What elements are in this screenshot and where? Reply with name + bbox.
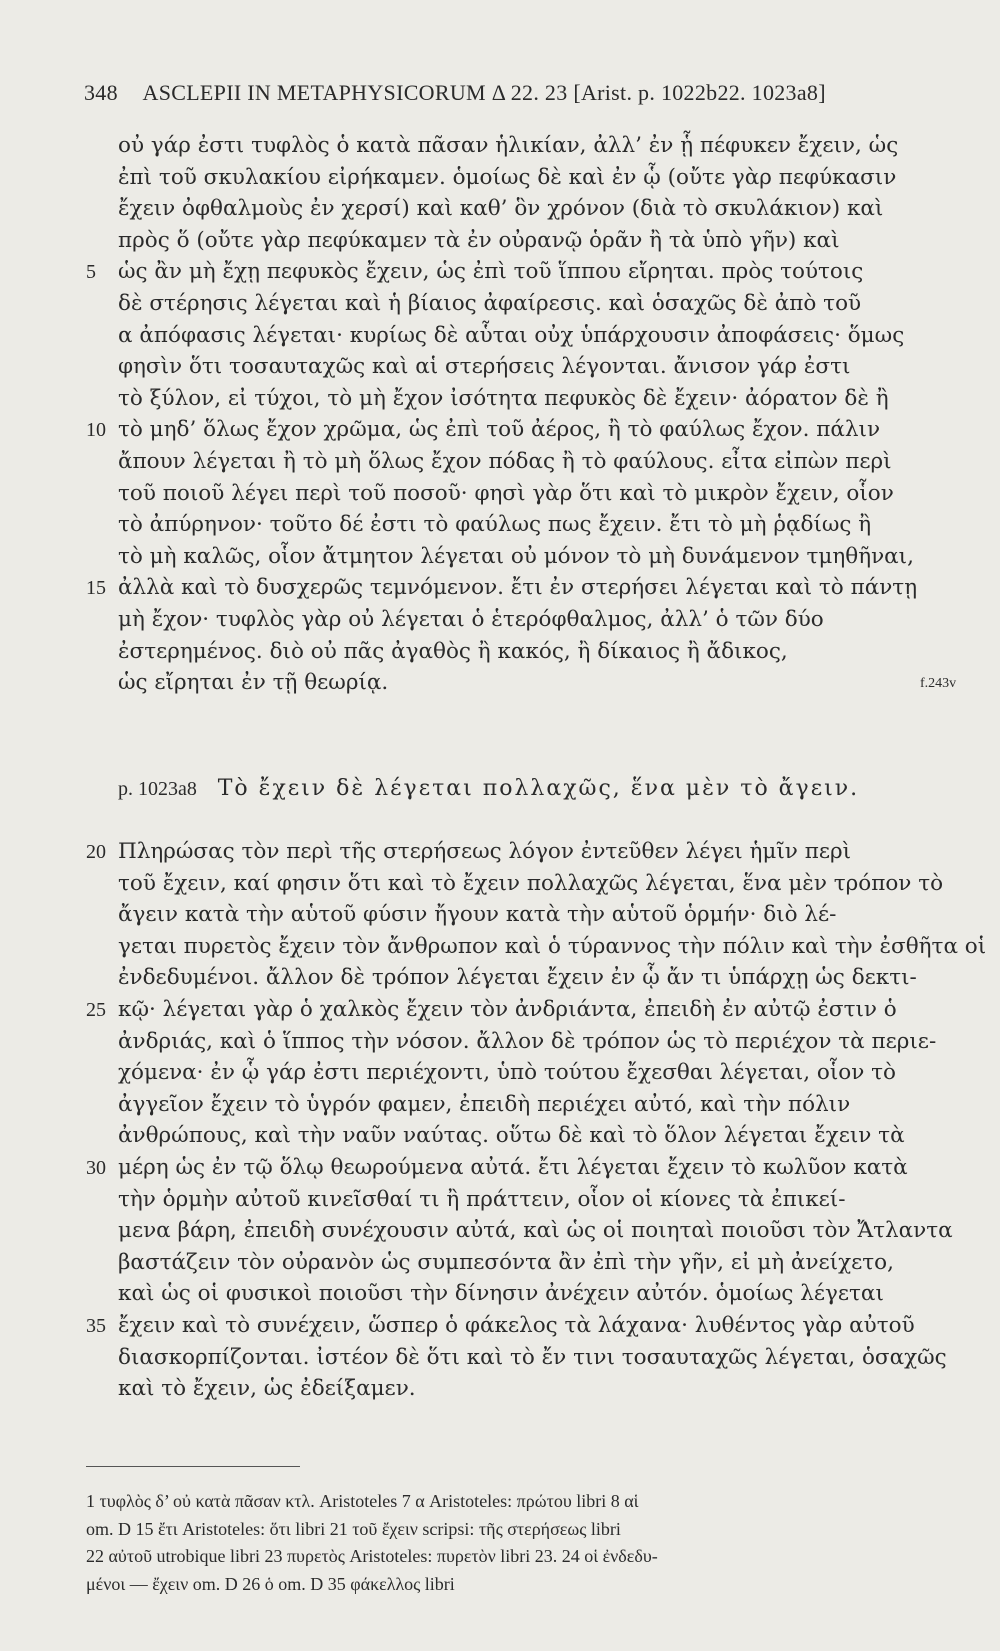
text-line: ἐνδεδυμένοι. ἄλλον δὲ τρόπον λέγεται ἔχειν ἐν ᾧ ἄν τι ὑπάρχῃ ὡς δεκτι- (118, 965, 917, 991)
footnote-line: 22 αὐτοῦ utrobique libri 23 πυρετὸς Aristoteles: πυρετὸν libri 23. 24 οἱ ἐνδεδυ- (86, 1546, 658, 1566)
text-line: καὶ τὸ ἔχειν, ὡς ἐδείξαμεν. (118, 1376, 416, 1402)
lemma-line (118, 772, 918, 806)
text-line: διασκορπίζονται. ἰστέον δὲ ὅτι καὶ τὸ ἔν τινι τοσαυταχῶς λέγεται, ὁσαχῶς (118, 1344, 947, 1370)
text-line: ἄπουν λέγεται ἢ τὸ μὴ ὅλως ἔχον πόδας ἢ τὸ φαύλους. εἶτα εἰπὼν περὶ (118, 449, 892, 474)
text-line: χόμενα· ἐν ᾧ γάρ ἐστι περιέχοντι, ὑπὸ τούτου ἔχεσθαι λέγεται, οἷον τὸ (118, 1060, 896, 1086)
text-line: πρὸς ὅ (οὔτε γὰρ πεφύκαμεν τὰ ἐν οὐρανῷ ὁρᾶν ἢ τὰ ὑπὸ γῆν) καὶ (118, 227, 840, 253)
text-line: δὲ στέρησις λέγεται καὶ ἡ βίαιος ἀφαίρεσις. καὶ ὁσαχῶς δὲ ἀπὸ τοῦ (118, 291, 862, 316)
text-line: Πληρώσας τὸν περὶ τῆς στερήσεως λόγον ἐντεῦθεν λέγει ἡμῖν περὶ (118, 839, 852, 864)
text-line: μέρη ὡς ἐν τῷ ὅλῳ θεωρούμενα αὐτά. ἔτι λέγεται ἔχειν τὸ κωλῦον κατὰ (118, 1155, 908, 1180)
footnote-line: 1 τυφλὸς δ’ οὐ κατὰ πᾶσαν κτλ. Aristoteles 7 α Aristoteles: πρώτου libri 8 αἱ (86, 1491, 639, 1511)
lemma-reference: p. 1023a8 (118, 778, 197, 800)
text-line: τὴν ὁρμὴν αὐτοῦ κινεῖσθαί τι ἢ πράττειν, οἷον οἱ κίονες τὰ ἐπικεί- (118, 1186, 846, 1212)
footnote-line: μένοι — ἔχειν om. D 26 ὁ om. D 35 φάκελλος libri (86, 1573, 455, 1594)
text-line: ἔχειν καὶ τὸ συνέχειν, ὥσπερ ὁ φάκελος τὰ λάχανα· λυθέντος γὰρ αὐτοῦ (118, 1313, 915, 1338)
text-line: βαστάζειν τὸν οὐρανὸν ὡς συμπεσόντα ἂν ἐπὶ τὴν γῆν, εἰ μὴ ἀνείχετο, (118, 1249, 894, 1275)
text-line: ἐπὶ τοῦ σκυλακίου εἰρήκαμεν. ὁμοίως δὲ καὶ ἐν ᾧ (οὔτε γὰρ πεφύκασιν (118, 164, 897, 190)
text-line: ἔχειν ὀφθαλμοὺς ἐν χερσί) καὶ καθ’ ὃν χρόνον (διὰ τὸ σκυλάκιον) καὶ (118, 196, 884, 222)
text-line: ἄγειν κατὰ τὴν αὑτοῦ φύσιν ἤγουν κατὰ τὴν αὑτοῦ ὁρμήν· διὸ λέ- (118, 902, 837, 928)
text-line: μενα βάρη, ἐπειδὴ συνέχουσιν αὐτά, καὶ ὡς οἱ ποιηταὶ ποιοῦσι τὸν Ἄτλαντα (118, 1218, 953, 1244)
text-line: ἀνθρώπους, καὶ τὴν ναῦν ναύτας. οὕτω δὲ καὶ τὸ ὅλον λέγεται ἔχειν τὰ (118, 1123, 905, 1149)
footnote-rule (86, 1466, 300, 1467)
running-title: ASCLEPII IN METAPHYSICORUM Δ 22. 23 [Arist. p. 1022b22. 1023a8] (142, 80, 826, 105)
text-line: τὸ ξύλον, εἰ τύχοι, τὸ μὴ ἔχον ἰσότητα πεφυκὸς δὲ ἔχειν· ἀόρατον δὲ ἢ (118, 385, 889, 411)
text-line: ἀνδριάς, καὶ ὁ ἵππος τὴν νόσον. ἄλλον δὲ τρόπον ὡς τὸ περιέχον τὰ περιε- (118, 1028, 937, 1054)
footnote-line: om. D 15 ἔτι Aristoteles: ὅτι libri 21 τοῦ ἔχειν scripsi: τῆς στερήσεως libri (86, 1518, 621, 1539)
text-line: φησὶν ὅτι τοσαυταχῶς καὶ αἱ στερήσεις λέγονται. ἄνισον γάρ ἐστι (118, 354, 851, 380)
text-line: τοῦ ποιοῦ λέγει περὶ τοῦ ποσοῦ· φησὶ γὰρ ὅτι καὶ τὸ μικρὸν ἔχειν, οἷον (118, 480, 894, 506)
line-number: 15 (86, 577, 106, 600)
text-line: γεται πυρετὸς ἔχειν τὸν ἄνθρωπον καὶ ὁ τύραννος τὴν πόλιν καὶ τὴν ἐσθῆτα οἱ (118, 933, 987, 959)
text-line: μὴ ἔχον· τυφλὸς γὰρ οὐ λέγεται ὁ ἑτερόφθαλμος, ἀλλ’ ὁ τῶν δύο (118, 607, 824, 632)
text-line: ὡς εἴρηται ἐν τῇ θεωρίᾳ. (118, 670, 389, 696)
text-line: ὡς ἂν μὴ ἔχῃ πεφυκὸς ἔχειν, ὡς ἐπὶ τοῦ ἵππου εἴρηται. πρὸς τούτοις (118, 259, 864, 285)
text-line: τὸ μηδ’ ὅλως ἔχον χρῶμα, ὡς ἐπὶ τοῦ ἀέρος, ἢ τὸ φαύλως ἔχον. πάλιν (118, 417, 881, 443)
text-line: καὶ ὡς οἱ φυσικοὶ ποιοῦσι τὴν δίνησιν ἀνέχειν αὐτόν. ὁμοίως λέγεται (118, 1281, 884, 1307)
page-number: 348 (84, 80, 118, 105)
line-number: 20 (86, 841, 106, 863)
line-number: 35 (86, 1315, 106, 1337)
line-number: 25 (86, 999, 106, 1021)
text-line: τὸ μὴ καλῶς, οἷον ἄτμητον λέγεται οὐ μόνον τὸ μὴ δυνάμενον τμηθῆναι, (118, 543, 914, 569)
line-number: 5 (86, 261, 96, 284)
running-header (84, 80, 884, 106)
text-line: α ἀπόφασις λέγεται· κυρίως δὲ αὗται οὐχ ὑπάρχουσιν ἀποφάσεις· ὅμως (118, 322, 905, 348)
line-number: 10 (86, 419, 106, 442)
text-line: κῷ· λέγεται γὰρ ὁ χαλκὸς ἔχειν τὸν ἀνδριάντα, ἐπειδὴ ἐν αὐτῷ ἐστιν ὁ (118, 997, 897, 1022)
text-line: τοῦ ἔχειν, καί φησιν ὅτι καὶ τὸ ἔχειν πολλαχῶς λέγεται, ἕνα μὲν τρόπον τὸ (118, 870, 944, 896)
text-line: τὸ ἀπύρηνον· τοῦτο δέ ἐστι τὸ φαύλως πως ἔχειν. ἔτι τὸ μὴ ῥᾳδίως ἢ (118, 512, 872, 538)
text-line: οὐ γάρ ἐστι τυφλὸς ὁ κατὰ πᾶσαν ἡλικίαν, ἀλλ’ ἐν ᾗ πέφυκεν ἔχειν, ὡς (118, 133, 899, 158)
lemma-text: Τὸ ἔχειν δὲ λέγεται πολλαχῶς, ἕνα μὲν τὸ ἄγειν. (217, 776, 860, 801)
text-line: ἐστερημένος. διὸ οὐ πᾶς ἀγαθὸς ἢ κακός, ἢ δίκαιος ἢ ἄδικος, (118, 638, 788, 664)
line-number: 30 (86, 1157, 106, 1179)
folio-margin-note: f.243v (920, 676, 957, 691)
text-line: ἀλλὰ καὶ τὸ δυσχερῶς τεμνόμενον. ἔτι ἐν στερήσει λέγεται καὶ τὸ πάντῃ (118, 575, 918, 601)
text-line: ἀγγεῖον ἔχειν τὸ ὑγρόν φαμεν, ἐπειδὴ περιέχει αὐτό, καὶ τὴν πόλιν (118, 1091, 851, 1117)
